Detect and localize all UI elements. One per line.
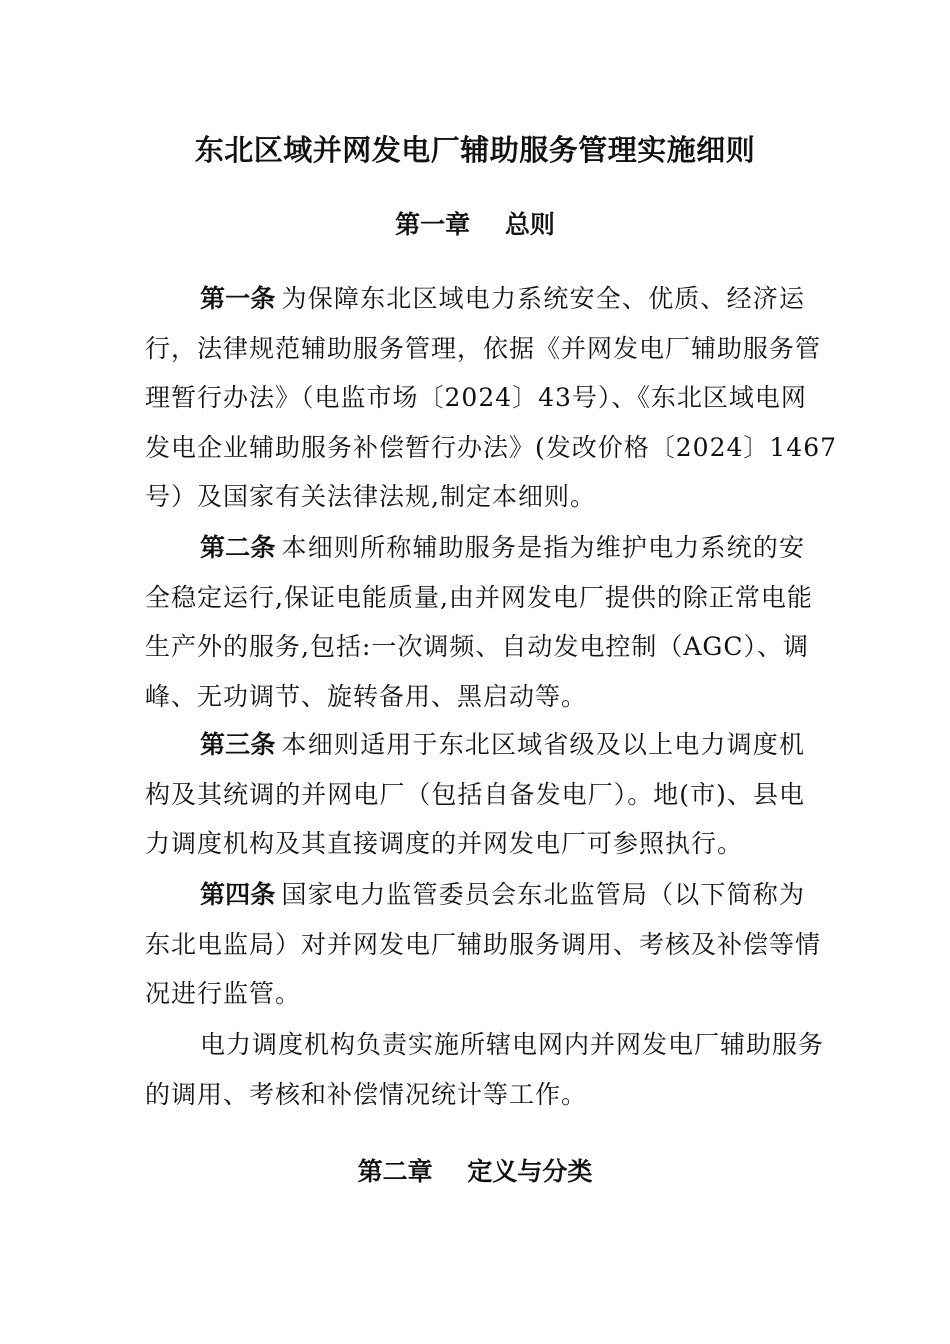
article-3-line-3: 力调度机构及其直接调度的并网发电厂可参照执行。 (145, 829, 744, 858)
article-3-text-1: 本细则适用于东北区域省级及以上电力调度机 (281, 730, 805, 759)
article-2-text-1: 本细则所称辅助服务是指为维护电力系统的安 (281, 533, 805, 562)
article-1-line-1 (145, 274, 805, 324)
paragraph-dispatch-line-1: 电力调度机构负责实施所辖电网内并网发电厂辅助服务 (200, 1030, 825, 1059)
document-title: 东北区域并网发电厂辅助服务管理实施细则 (194, 133, 756, 167)
article-2-line-3: 生产外的服务,包括:一次调频、自动发电控制（AGC）、调 (145, 632, 810, 661)
article-4-label: 第四条 (200, 880, 276, 909)
article-1-line-5: 号）及国家有关法律法规,制定本细则。 (145, 482, 596, 511)
article-3-line-2: 构及其统调的并网电厂（包括自备发电厂）。地(市)、县电 (145, 779, 805, 809)
article-3 (145, 720, 805, 869)
chapter-1-heading: 第一章 总则 (395, 210, 555, 239)
article-2-line-2: 全稳定运行,保证电能质量,由并网发电厂提供的除正常电能 (145, 582, 813, 612)
article-2 (145, 523, 813, 721)
paragraph-dispatch-line-2: 的调用、考核和补偿情况统计等工作。 (145, 1079, 588, 1109)
article-1-label: 第一条 (200, 284, 276, 313)
article-4-line-2: 东北电监局）对并网发电厂辅助服务调用、考核及补偿等情 (145, 929, 822, 959)
article-3-label: 第三条 (200, 730, 276, 759)
chapter-2-heading: 第二章 定义与分类 (357, 1157, 593, 1186)
article-4 (145, 870, 822, 1019)
article-4-text-1: 国家电力监管委员会东北监管局（以下简称为 (281, 880, 805, 909)
article-1-line-4: 发电企业辅助服务补偿暂行办法》(发改价格〔2024〕1467 (145, 432, 838, 462)
article-2-line-1 (145, 523, 805, 573)
article-1-text-1: 为保障东北区域电力系统安全、优质、经济运 (281, 284, 805, 313)
article-1 (145, 274, 838, 522)
article-4-line-3: 况进行监管。 (145, 979, 302, 1008)
article-4-line-1 (145, 870, 805, 920)
article-1-line-2: 行，法律规范辅助服务管理，依据《并网发电厂辅助服务管 (145, 333, 822, 363)
article-2-line-4: 峰、无功调节、旋转备用、黑启动等。 (145, 681, 588, 711)
article-2-label: 第二条 (200, 533, 276, 562)
article-1-line-3: 理暂行办法》（电监市场〔2024〕43号）、《东北区域电网 (145, 383, 807, 412)
paragraph-dispatch (145, 1020, 825, 1119)
article-3-line-1 (145, 720, 805, 770)
